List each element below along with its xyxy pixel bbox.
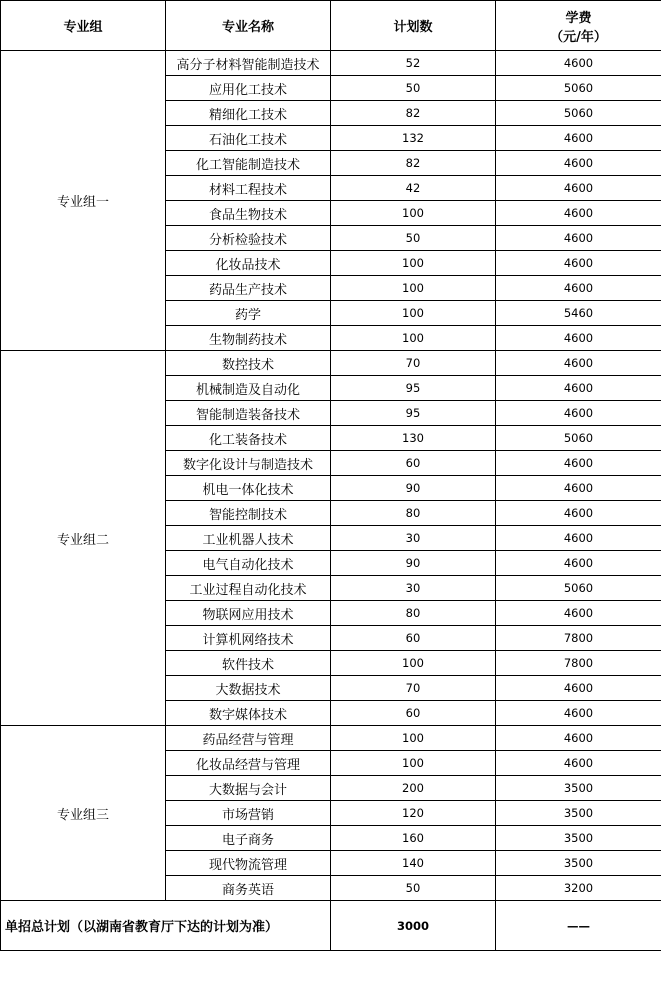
group-cell: 专业组三	[1, 726, 166, 901]
plan-count-cell: 95	[331, 376, 496, 401]
major-name-cell: 电子商务	[166, 826, 331, 851]
plan-count-cell: 80	[331, 501, 496, 526]
major-name-cell: 现代物流管理	[166, 851, 331, 876]
header-major-name: 专业名称	[166, 1, 331, 51]
header-row	[1, 1, 661, 51]
plan-count-cell: 100	[331, 751, 496, 776]
plan-count-cell: 130	[331, 426, 496, 451]
plan-count-cell: 100	[331, 726, 496, 751]
major-name-cell: 生物制药技术	[166, 326, 331, 351]
tuition-cell: 3500	[496, 851, 661, 876]
major-name-cell: 数控技术	[166, 351, 331, 376]
major-name-cell: 工业过程自动化技术	[166, 576, 331, 601]
major-name-cell: 智能制造装备技术	[166, 401, 331, 426]
major-name-cell: 工业机器人技术	[166, 526, 331, 551]
major-name-cell: 食品生物技术	[166, 201, 331, 226]
tuition-cell: 4600	[496, 401, 661, 426]
major-name-cell: 石油化工技术	[166, 126, 331, 151]
major-name-cell: 高分子材料智能制造技术	[166, 51, 331, 76]
plan-count-cell: 80	[331, 601, 496, 626]
major-name-cell: 商务英语	[166, 876, 331, 901]
tuition-cell: 4600	[496, 326, 661, 351]
tuition-cell: 5060	[496, 101, 661, 126]
plan-count-cell: 50	[331, 226, 496, 251]
plan-count-cell: 60	[331, 626, 496, 651]
plan-count-cell: 100	[331, 201, 496, 226]
major-name-cell: 智能控制技术	[166, 501, 331, 526]
tuition-cell: 5060	[496, 576, 661, 601]
plan-count-cell: 70	[331, 351, 496, 376]
header-tuition-line1: 学费	[565, 10, 592, 26]
plan-count-cell: 100	[331, 276, 496, 301]
plan-count-cell: 60	[331, 451, 496, 476]
tuition-cell: 4600	[496, 351, 661, 376]
plan-count-cell: 82	[331, 101, 496, 126]
plan-count-cell: 95	[331, 401, 496, 426]
major-name-cell: 数字化设计与制造技术	[166, 451, 331, 476]
major-name-cell: 化妆品技术	[166, 251, 331, 276]
major-name-cell: 大数据与会计	[166, 776, 331, 801]
major-name-cell: 市场营销	[166, 801, 331, 826]
plan-count-cell: 50	[331, 76, 496, 101]
plan-count-cell: 60	[331, 701, 496, 726]
plan-count-cell: 100	[331, 326, 496, 351]
plan-count-cell: 100	[331, 301, 496, 326]
plan-count-cell: 42	[331, 176, 496, 201]
table-row	[1, 351, 661, 376]
major-name-cell: 机械制造及自动化	[166, 376, 331, 401]
major-name-cell: 化妆品经营与管理	[166, 751, 331, 776]
tuition-cell: 4600	[496, 126, 661, 151]
plan-count-cell: 200	[331, 776, 496, 801]
plan-count-cell: 82	[331, 151, 496, 176]
plan-count-cell: 50	[331, 876, 496, 901]
major-name-cell: 数字媒体技术	[166, 701, 331, 726]
major-name-cell: 药品生产技术	[166, 276, 331, 301]
plan-count-cell: 160	[331, 826, 496, 851]
tuition-cell: 4600	[496, 201, 661, 226]
tuition-cell: 4600	[496, 601, 661, 626]
tuition-cell: 3200	[496, 876, 661, 901]
major-name-cell: 电气自动化技术	[166, 551, 331, 576]
table-body	[1, 51, 661, 901]
major-name-cell: 机电一体化技术	[166, 476, 331, 501]
header-plan-count: 计划数	[331, 1, 496, 51]
table-row	[1, 51, 661, 76]
tuition-cell: 3500	[496, 776, 661, 801]
plan-count-cell: 120	[331, 801, 496, 826]
tuition-cell: 7800	[496, 626, 661, 651]
tuition-cell: 4600	[496, 526, 661, 551]
tuition-cell: 5060	[496, 76, 661, 101]
major-name-cell: 精细化工技术	[166, 101, 331, 126]
major-name-cell: 应用化工技术	[166, 76, 331, 101]
plan-count-cell: 140	[331, 851, 496, 876]
plan-count-cell: 90	[331, 551, 496, 576]
group-cell: 专业组二	[1, 351, 166, 726]
tuition-cell: 4600	[496, 376, 661, 401]
major-name-cell: 分析检验技术	[166, 226, 331, 251]
tuition-cell: 4600	[496, 151, 661, 176]
group-cell: 专业组一	[1, 51, 166, 351]
total-plan: 3000	[331, 901, 496, 951]
tuition-cell: 4600	[496, 676, 661, 701]
tuition-cell: 4600	[496, 751, 661, 776]
plan-count-cell: 30	[331, 526, 496, 551]
tuition-cell: 4600	[496, 726, 661, 751]
plan-count-cell: 100	[331, 651, 496, 676]
tuition-cell: 4600	[496, 51, 661, 76]
table-row	[1, 726, 661, 751]
plan-count-cell: 100	[331, 251, 496, 276]
major-name-cell: 材料工程技术	[166, 176, 331, 201]
major-name-cell: 药品经营与管理	[166, 726, 331, 751]
tuition-cell: 5460	[496, 301, 661, 326]
major-name-cell: 药学	[166, 301, 331, 326]
tuition-cell: 3500	[496, 801, 661, 826]
header-tuition-line2: （元/年）	[550, 29, 607, 45]
tuition-cell: 4600	[496, 551, 661, 576]
plan-count-cell: 30	[331, 576, 496, 601]
plan-count-cell: 52	[331, 51, 496, 76]
tuition-cell: 4600	[496, 251, 661, 276]
plan-count-cell: 132	[331, 126, 496, 151]
major-name-cell: 化工装备技术	[166, 426, 331, 451]
tuition-cell: 4600	[496, 501, 661, 526]
tuition-cell: 4600	[496, 276, 661, 301]
tuition-cell: 4600	[496, 226, 661, 251]
total-fee: ——	[496, 901, 661, 951]
tuition-cell: 5060	[496, 426, 661, 451]
tuition-cell: 4600	[496, 476, 661, 501]
tuition-cell: 7800	[496, 651, 661, 676]
total-label: 单招总计划（以湖南省教育厅下达的计划为准）	[1, 901, 331, 951]
major-name-cell: 软件技术	[166, 651, 331, 676]
tuition-cell: 4600	[496, 176, 661, 201]
major-name-cell: 大数据技术	[166, 676, 331, 701]
major-name-cell: 计算机网络技术	[166, 626, 331, 651]
major-name-cell: 化工智能制造技术	[166, 151, 331, 176]
plan-count-cell: 90	[331, 476, 496, 501]
tuition-cell: 4600	[496, 701, 661, 726]
major-name-cell: 物联网应用技术	[166, 601, 331, 626]
tuition-cell: 4600	[496, 451, 661, 476]
header-tuition	[496, 1, 661, 51]
tuition-cell: 3500	[496, 826, 661, 851]
plan-count-cell: 70	[331, 676, 496, 701]
total-row	[1, 901, 661, 951]
header-group: 专业组	[1, 1, 166, 51]
